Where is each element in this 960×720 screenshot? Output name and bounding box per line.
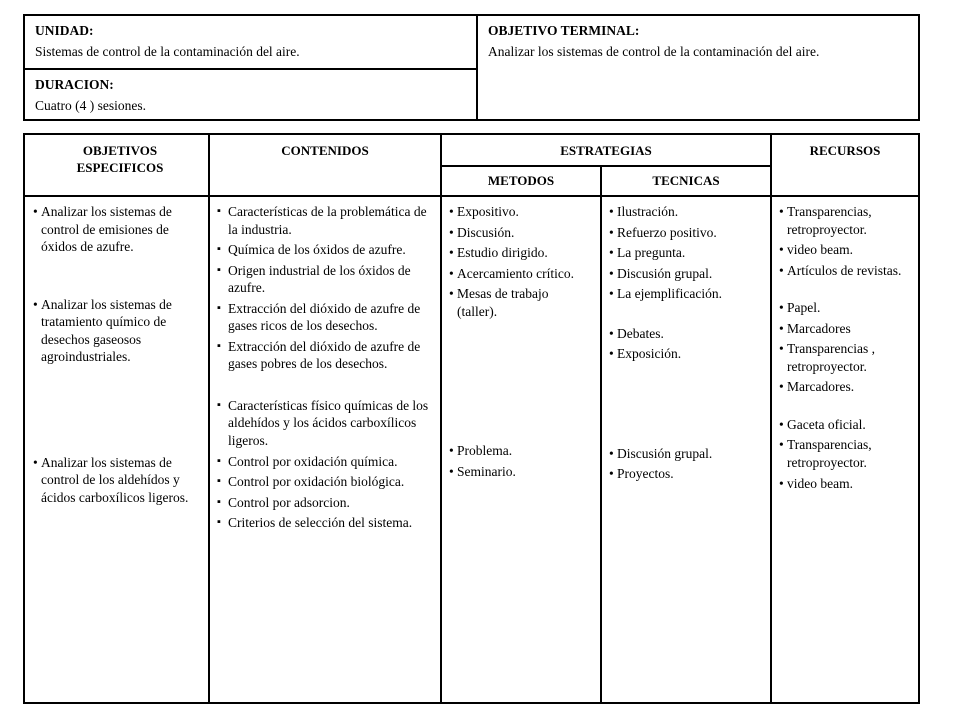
tecnica-item: • La pregunta. <box>609 244 765 262</box>
header-recursos: RECURSOS <box>809 143 881 158</box>
row-divider <box>440 165 772 167</box>
tecnica-item: • La ejemplificación. <box>609 285 765 303</box>
column-divider <box>440 135 442 702</box>
contenido-item: ▪ Características de la problemática de la industria. <box>217 203 429 238</box>
unidad-value: Sistemas de control de la contaminación del aire. <box>35 43 300 59</box>
contenido-item: ▪ Control por oxidación química. <box>217 453 429 471</box>
column-divider <box>208 135 210 702</box>
metodo-item: • Discusión. <box>449 224 591 242</box>
header-tecnicas: TECNICAS <box>652 173 720 188</box>
recurso-item: • Gaceta oficial. <box>779 416 917 434</box>
contenido-item: ▪ Extracción del dióxido de azufre de gases ricos de los desechos. <box>217 300 429 335</box>
contenido-item: ▪ Criterios de selección del sistema. <box>217 514 429 532</box>
header-metodos: METODOS <box>487 173 555 188</box>
tecnica-item: • Discusión grupal. <box>609 445 765 463</box>
metodo-item: • Expositivo. <box>449 203 591 221</box>
duracion-label: DURACION: <box>35 77 114 92</box>
tecnicas-column <box>609 203 765 486</box>
tecnica-item: • Proyectos. <box>609 465 765 483</box>
objetivo-terminal-cell <box>476 16 918 119</box>
contenido-item: ▪ Control por oxidación biológica. <box>217 473 429 491</box>
header-objetivos: OBJETIVOS ESPECIFICOS <box>76 143 164 175</box>
contenido-item: ▪ Control por adsorcion. <box>217 494 429 512</box>
tecnica-item: • Refuerzo positivo. <box>609 224 765 242</box>
recurso-item: • Marcadores <box>779 320 917 338</box>
recurso-item: • Transparencias, retroproyector. <box>779 436 917 471</box>
header-estrategias: ESTRATEGIAS <box>560 143 652 158</box>
tecnica-item: • Debates. <box>609 325 765 343</box>
tecnica-item: • Exposición. <box>609 345 765 363</box>
planning-table <box>23 133 920 704</box>
column-divider <box>600 165 602 702</box>
recurso-item: • Papel. <box>779 299 917 317</box>
recursos-column <box>779 203 917 495</box>
recurso-item: • video beam. <box>779 241 917 259</box>
metodos-column <box>449 203 591 483</box>
tecnica-item: • Ilustración. <box>609 203 765 221</box>
metodo-item: • Seminario. <box>449 463 591 481</box>
contenidos-column <box>217 203 429 535</box>
objetivo-item: • Analizar los sistemas de tratamiento químico de desechos gaseosos agroindustriales. <box>33 296 203 366</box>
column-divider <box>770 135 772 702</box>
objetivo-item: • Analizar los sistemas de control de emisiones de óxidos de azufre. <box>33 203 203 256</box>
recurso-item: • video beam. <box>779 475 917 493</box>
recurso-item: • Artículos de revistas. <box>779 262 917 280</box>
metodo-item: • Estudio dirigido. <box>449 244 591 262</box>
row-divider <box>25 195 918 197</box>
tecnica-item: • Discusión grupal. <box>609 265 765 283</box>
objetivo-item: • Analizar los sistemas de control de los aldehídos y ácidos carboxílicos ligeros. <box>33 454 203 507</box>
header-table <box>23 14 920 121</box>
recurso-item: • Transparencias , retroproyector. <box>779 340 917 375</box>
metodo-item: • Problema. <box>449 442 591 460</box>
unidad-cell <box>25 16 476 68</box>
metodo-item: • Mesas de trabajo (taller). <box>449 285 591 320</box>
duracion-value: Cuatro (4 ) sesiones. <box>35 97 146 113</box>
contenido-item: ▪ Características físico químicas de los aldehídos y los ácidos carboxílicos ligeros. <box>217 397 429 450</box>
unidad-label: UNIDAD: <box>35 23 94 38</box>
duracion-cell <box>25 68 476 119</box>
header-contenidos: CONTENIDOS <box>281 143 369 158</box>
recurso-item: • Transparencias, retroproyector. <box>779 203 917 238</box>
contenido-item: ▪ Origen industrial de los óxidos de azufre. <box>217 262 429 297</box>
recurso-item: • Marcadores. <box>779 378 917 396</box>
objetivo-terminal-label: OBJETIVO TERMINAL: <box>488 23 640 38</box>
metodo-item: • Acercamiento crítico. <box>449 265 591 283</box>
contenido-item: ▪ Química de los óxidos de azufre. <box>217 241 429 259</box>
objetivo-terminal-value: Analizar los sistemas de control de la contaminación del aire. <box>488 43 820 59</box>
contenido-item: ▪ Extracción del dióxido de azufre de gases pobres de los desechos. <box>217 338 429 373</box>
objetivos-column <box>33 203 203 509</box>
